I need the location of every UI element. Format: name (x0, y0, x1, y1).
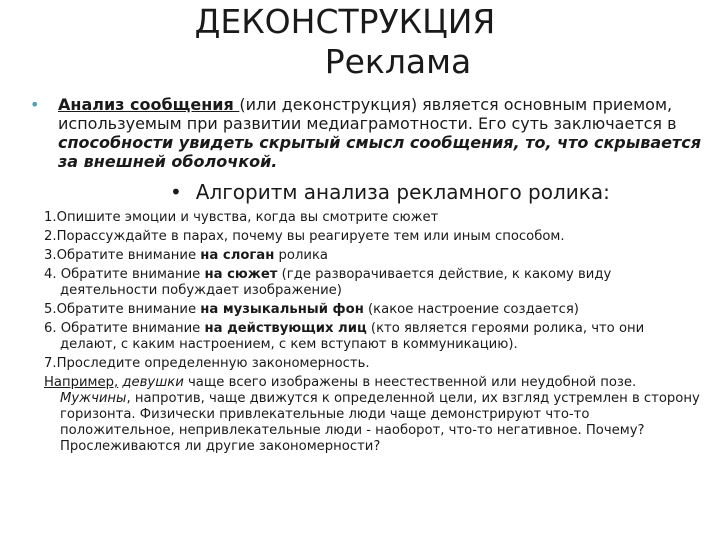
algorithm-bullet-icon: • (170, 180, 182, 204)
step-keyword: на музыкальный фон (200, 302, 364, 317)
step-text: 4. Обратите внимание (44, 267, 205, 282)
example-text-1: чаще всего изображены в неестественной или неудобной позе. (183, 375, 637, 390)
step-text: 6. Обратите внимание (44, 321, 205, 336)
algorithm-heading-text: Алгоритм анализа рекламного ролика: (195, 180, 610, 204)
step-text: 7.Проследите определенную закономерность. (44, 356, 370, 371)
step-keyword: на слоган (200, 248, 275, 263)
example-text-2: , напротив, чаще движутся к определенной цели, их взгляд устремлен в сторону горизонта. Физически привлекательные люди чаще демонстрируют что-то положительное, непривлекательные люди - наоборот, что-то негативное. Почему? Прослеживаются ли другие закономерности? (60, 391, 700, 454)
intro-paragraph (30, 95, 706, 171)
step-text: 2.Порассуждайте в парах, почему вы реагируете тем или иным способом. (44, 229, 565, 244)
example-paragraph (44, 375, 704, 455)
steps-list (44, 210, 704, 455)
list-item (44, 248, 704, 264)
list-item (44, 302, 704, 318)
example-word-men: Мужчины (60, 391, 127, 406)
step-text: 1.Опишите эмоции и чувства, когда вы смотрите сюжет (44, 210, 439, 225)
intro-text (36, 95, 706, 171)
example-lead: Например, (44, 375, 119, 390)
algorithm-heading (170, 180, 610, 204)
step-text-tail: (кто является героями ролика, что они делают, с каким настроением, с кем вступают в коммуникацию). (60, 321, 645, 352)
intro-emphasis: способности увидеть скрытый смысл сообщения, то, что скрывается за внешней оболочкой. (58, 133, 702, 171)
example-word-girls: девушки (122, 375, 184, 390)
list-item (44, 229, 704, 245)
step-text: 5.Обратите внимание (44, 302, 201, 317)
step-text-tail: ролика (274, 248, 329, 263)
list-item (44, 210, 704, 226)
step-text-tail: (какое настроение создается) (363, 302, 579, 317)
list-item (44, 356, 704, 372)
intro-term: Анализ сообщения (58, 95, 240, 114)
intro-bullet-icon: • (30, 95, 40, 114)
step-keyword: на действующих лиц (204, 321, 367, 336)
title-line-1: ДЕКОНСТРУКЦИЯ (194, 2, 496, 41)
step-text-tail: (где разворачивается действие, к какому виду деятельности побуждает изображение) (60, 267, 612, 298)
list-item (44, 267, 704, 299)
intro-rest: (или деконструкция) является основным приемом, используемым при развитии медиаграмотности. Его суть заключается в (58, 95, 677, 133)
title-line-2-text: Реклама (324, 42, 472, 81)
slide-title (0, 2, 720, 82)
step-text: 3.Обратите внимание (44, 248, 201, 263)
step-keyword: на сюжет (204, 267, 278, 282)
title-line-2 (0, 42, 720, 82)
list-item (44, 321, 704, 353)
